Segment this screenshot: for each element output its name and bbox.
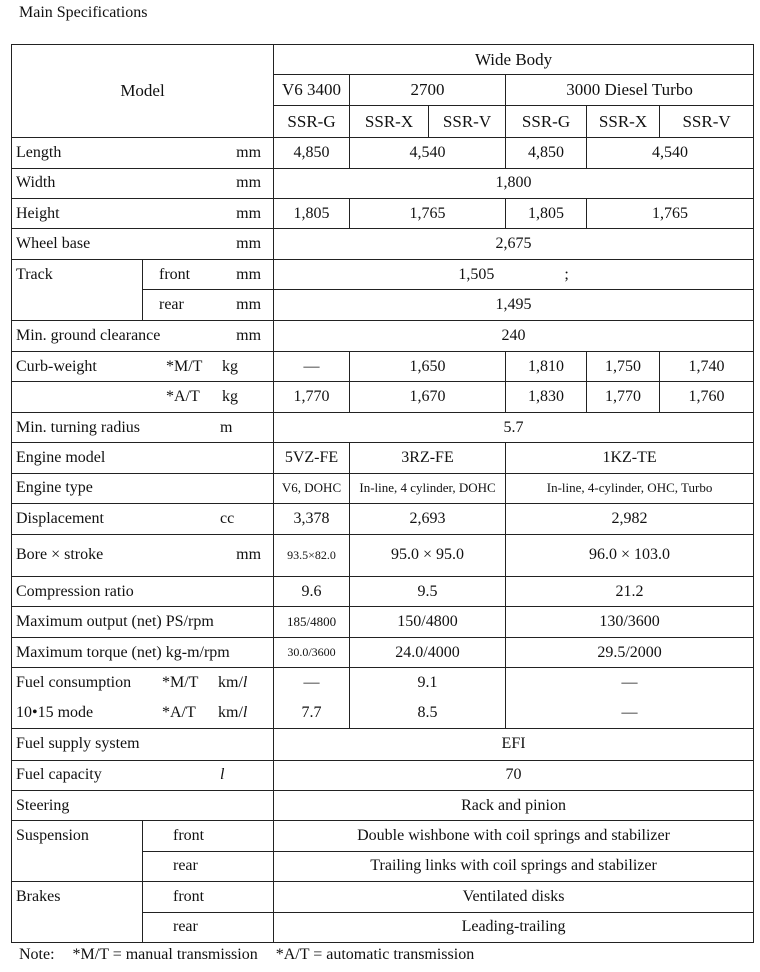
grade-header: SSR-V [660,105,754,137]
row-width [12,168,754,198]
value-cell: Trailing links with coil springs and stabilizer [274,851,754,881]
row-fuel-supply [12,729,754,760]
value-cell: 240 [274,320,754,351]
value-cell: Double wishbone with coil springs and stabilizer [274,821,754,851]
row-unit: cc [220,509,235,527]
row-length [12,138,754,168]
row-turning-radius [12,412,754,442]
value-cell: 7.7 [274,698,350,728]
value-cell: 1,765 [587,199,754,229]
spec-table [11,44,754,943]
row-curb-at [12,382,754,412]
value-cell: 1,650 [350,352,506,382]
grade-header: SSR-X [350,105,429,137]
row-max-output [12,607,754,637]
row-label: Steering [12,790,274,820]
engine-header-diesel: 3000 Diesel Turbo [506,75,754,105]
row-height [12,199,754,229]
value-cell: 1,805 [506,199,587,229]
transmission-tag: *A/T [166,388,200,406]
row-label: Min. ground clearance [16,326,161,344]
value-cell: Leading-trailing [274,912,754,942]
grade-header: SSR-G [274,105,350,137]
row-fuel-consumption-at [12,698,754,728]
value-cell: 1,810 [506,352,587,382]
footnote-mt: *M/T = manual transmission [72,946,258,963]
row-curb-mt [12,352,754,382]
row-wheel-base [12,229,754,259]
row-label: Suspension [12,821,143,882]
row-unit: mm [236,143,262,161]
row-label: Compression ratio [12,577,274,607]
row-track-front [12,259,754,289]
value-cell: 4,850 [274,138,350,168]
sub-label: front [143,882,274,912]
value-cell: 30.0/3600 [274,637,350,667]
row-label: Wheel base [16,235,91,253]
sub-label: rear [143,912,274,942]
row-unit: mm [236,326,262,344]
value-cell: 9.1 [350,668,506,698]
value-cell: 2,675 [274,229,754,259]
footnote-at: *A/T = automatic transmission [275,946,475,963]
value-cell: — [274,352,350,382]
value-cell: 1,805 [274,199,350,229]
row-label: Track [12,259,143,320]
row-fuel-consumption-mt [12,668,754,698]
row-unit: kg [222,388,238,406]
value-cell: 1,670 [350,382,506,412]
value-cell: 1,750 [587,352,660,382]
value-cell: 96.0 × 103.0 [506,534,754,577]
stray-mark: ; [564,265,569,283]
value-cell: 2,982 [506,504,754,534]
value-cell: 1,770 [587,382,660,412]
row-fuel-capacity [12,760,754,790]
row-engine-type [12,473,754,503]
sub-label: rear [159,295,184,313]
grade-header: SSR-V [429,105,506,137]
value-cell: 1,505 [458,265,495,283]
header-row-body [12,45,754,75]
row-label: Min. turning radius [16,418,140,436]
row-label: Displacement [16,509,104,527]
value-cell: Ventilated disks [274,882,754,912]
row-compression [12,577,754,607]
value-cell: 21.2 [506,577,754,607]
value-cell: Rack and pinion [274,790,754,820]
value-cell: 95.0 × 95.0 [350,534,506,577]
value-cell: 3,378 [274,504,350,534]
transmission-tag: *M/T [166,357,203,375]
value-cell: 5VZ-FE [274,443,350,473]
value-cell: 29.5/2000 [506,637,754,667]
row-clearance [12,320,754,351]
row-unit: km/l [218,674,248,692]
value-cell: — [274,668,350,698]
value-cell: In-line, 4-cylinder, OHC, Turbo [506,473,754,503]
sub-label: front [159,265,191,283]
row-label: 10•15 mode [16,704,94,722]
value-cell: 4,850 [506,138,587,168]
row-unit: kg [222,357,238,375]
transmission-tag: *A/T [162,704,196,722]
row-unit: l [220,766,225,784]
row-label: Bore × stroke [16,546,104,564]
row-label: Fuel consumption [16,674,132,692]
page-title: Main Specifications [19,4,148,21]
row-unit: mm [236,265,262,283]
transmission-tag: *M/T [162,674,199,692]
value-cell: 24.0/4000 [350,637,506,667]
value-cell: In-line, 4 cylinder, DOHC [350,473,506,503]
row-max-torque [12,637,754,667]
value-cell: 3RZ-FE [350,443,506,473]
value-cell: 1,800 [274,168,754,198]
row-unit: mm [236,174,262,192]
value-cell: 8.5 [350,698,506,728]
row-steering [12,790,754,820]
row-label: Width [16,174,56,192]
model-header: Model [12,45,274,138]
row-label: Curb-weight [16,357,97,375]
row-label: Maximum torque (net) kg-m/rpm [12,637,274,667]
value-cell: V6, DOHC [274,473,350,503]
value-cell: 5.7 [274,412,754,442]
value-cell: EFI [274,729,754,760]
row-label: Height [16,204,60,222]
row-label: Length [16,143,62,161]
value-cell: 2,693 [350,504,506,534]
row-brakes-front [12,882,754,912]
footnote-label: Note: [19,946,55,963]
value-cell: — [506,668,754,698]
value-cell: 9.5 [350,577,506,607]
value-cell: 4,540 [350,138,506,168]
row-bore-stroke [12,534,754,577]
row-unit: mm [236,235,262,253]
engine-header-v6: V6 3400 [274,75,350,105]
row-label: Fuel capacity [16,766,102,784]
row-displacement [12,504,754,534]
value-cell: 1,495 [274,290,754,320]
wide-body-header: Wide Body [274,45,754,75]
grade-header: SSR-X [587,105,660,137]
footnote [19,946,474,964]
value-cell: 150/4800 [350,607,506,637]
value-cell: 9.6 [274,577,350,607]
value-cell: — [506,698,754,728]
row-unit: m [220,418,233,436]
value-cell: 4,540 [587,138,754,168]
sub-label: rear [143,851,274,881]
row-label: Brakes [12,882,143,943]
value-cell: 93.5×82.0 [274,534,350,577]
row-unit: mm [236,546,262,564]
value-cell: 1,765 [350,199,506,229]
value-cell: 1,830 [506,382,587,412]
sub-label: front [143,821,274,851]
value-cell: 130/3600 [506,607,754,637]
row-label: Maximum output (net) PS/rpm [12,607,274,637]
row-label: Engine type [12,473,274,503]
row-unit: mm [236,204,262,222]
value-cell: 1KZ-TE [506,443,754,473]
row-label: Fuel supply system [12,729,274,760]
row-unit: km/l [218,704,248,722]
value-cell: 1,760 [660,382,754,412]
row-engine-model [12,443,754,473]
row-suspension-front [12,821,754,851]
engine-header-2700: 2700 [350,75,506,105]
value-cell: 1,740 [660,352,754,382]
value-cell: 1,770 [274,382,350,412]
value-cell: 70 [274,760,754,790]
row-label: Engine model [12,443,274,473]
row-unit: mm [236,295,262,313]
grade-header: SSR-G [506,105,587,137]
value-cell: 185/4800 [274,607,350,637]
